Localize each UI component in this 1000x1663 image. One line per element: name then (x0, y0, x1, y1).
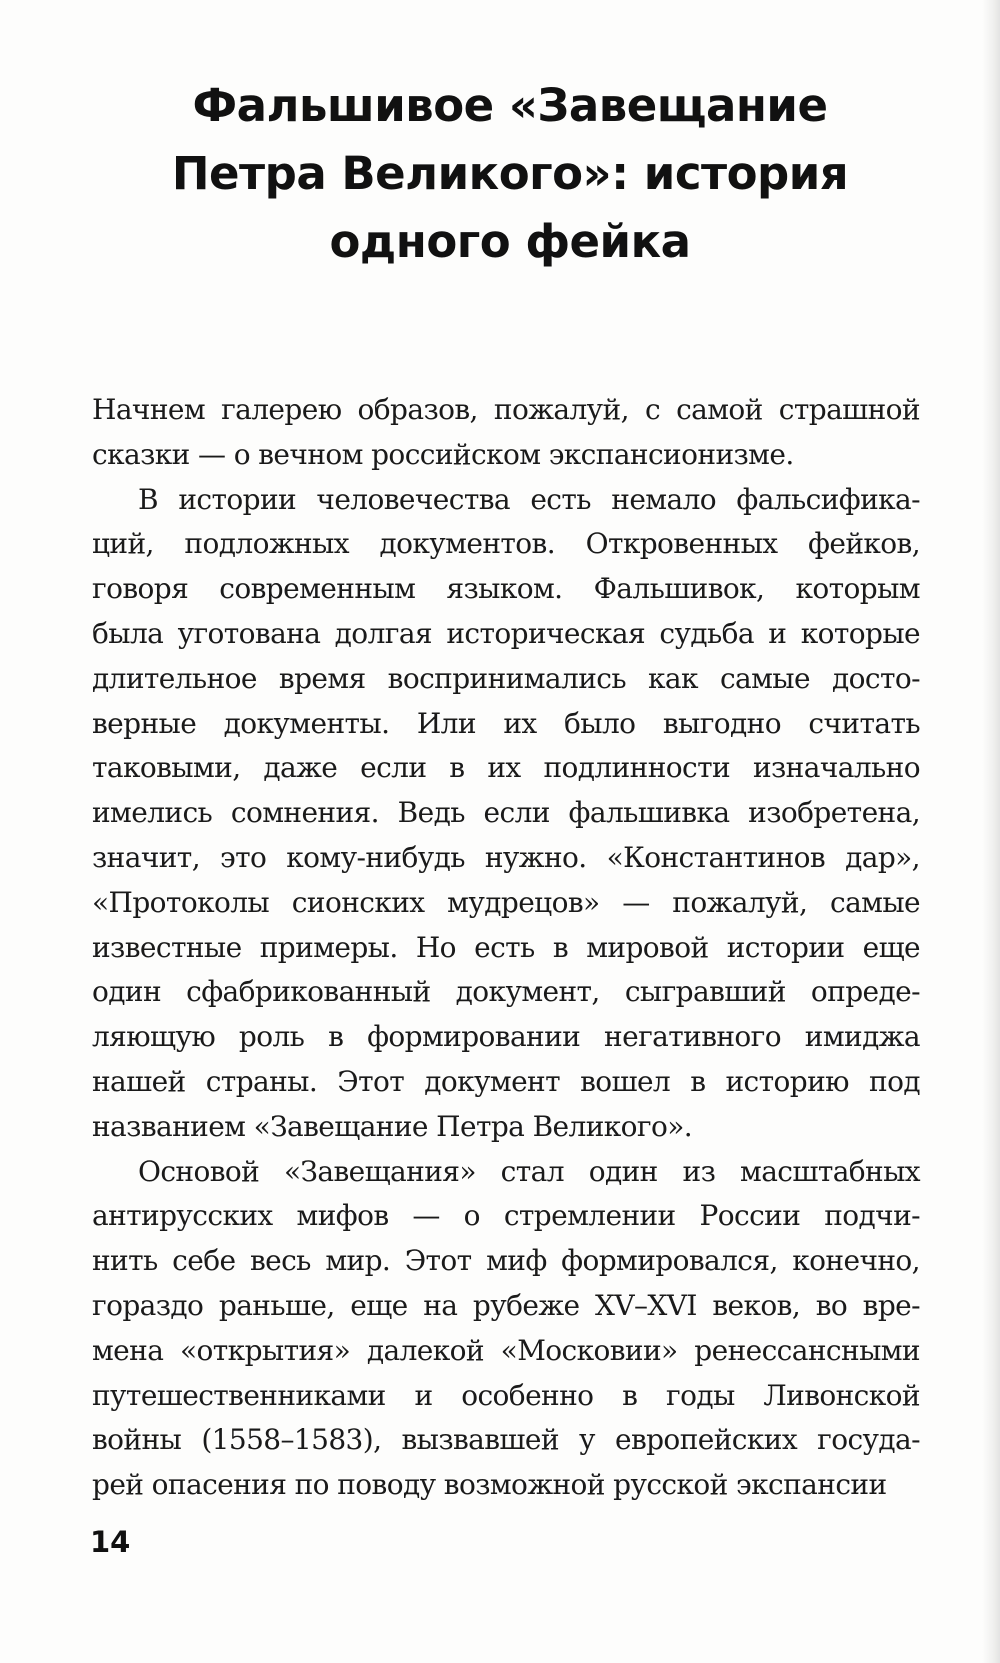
paragraph-line: нить себе весь мир. Этот миф формировался, конечно, (92, 1244, 920, 1278)
paragraph-line: значит, это кому-нибудь нужно. «Константинов дар», (92, 840, 920, 874)
body-text (92, 388, 920, 1508)
paragraph-line: известные примеры. Но есть в мировой истории еще (92, 930, 920, 964)
chapter-title-line: Петра Великого»: история (171, 147, 849, 200)
paragraph-line: таковыми, даже если в их подлинности изначально (92, 751, 920, 785)
paragraph-line: «Протоколы сионских мудрецов» — пожалуй, самые (92, 885, 920, 919)
paragraph-line: путешественниками и особенно в годы Ливонской (92, 1378, 920, 1412)
paragraph-line: антирусских мифов — о стремлении России подчи- (92, 1199, 920, 1233)
chapter-title-line: одного фейка (329, 215, 691, 268)
chapter-title-line: Фальшивое «Завещание (192, 79, 828, 132)
paragraph-line: рей опасения по поводу возможной русской экспансии (92, 1468, 887, 1502)
paragraph-line: ций, подложных документов. Откровенных фейков, (92, 527, 920, 561)
paragraph (92, 1150, 920, 1508)
paragraph (92, 478, 920, 1150)
paragraph (92, 388, 920, 478)
page-edge-shadow (982, 0, 1000, 1663)
paragraph-line: один сфабрикованный документ, сыгравший опреде- (92, 975, 920, 1009)
paragraph-line: сказки — о вечном российском экспансионизме. (92, 437, 794, 471)
paragraph-line: гораздо раньше, еще на рубеже XV–XVI веков, во вре- (92, 1288, 920, 1322)
paragraph-line: Основой «Завещания» стал один из масштабных (138, 1154, 920, 1188)
paragraph-line: войны (1558–1583), вызвавшей у европейских госуда- (92, 1423, 920, 1457)
paragraph-line: верные документы. Или их было выгодно считать (92, 706, 920, 740)
page-number: 14 (90, 1525, 131, 1559)
paragraph-line: В истории человечества есть немало фальсифика- (138, 482, 920, 516)
paragraph-line: имелись сомнения. Ведь если фальшивка изобретена, (92, 796, 920, 830)
paragraph-line: мена «открытия» далекой «Московии» ренессансными (92, 1333, 920, 1367)
paragraph-line: нашей страны. Этот документ вошел в историю под (92, 1064, 920, 1098)
paragraph-line: была уготована долгая историческая судьба и которые (92, 616, 920, 650)
paragraph-line: Начнем галерею образов, пожалуй, с самой страшной (92, 393, 920, 426)
paragraph-line: названием «Завещание Петра Великого». (92, 1109, 693, 1143)
paragraph-line: ляющую роль в формировании негативного имиджа (92, 1020, 920, 1054)
chapter-title (80, 72, 940, 276)
paragraph-line: говоря современным языком. Фальшивок, которым (92, 572, 920, 606)
paragraph-line: длительное время воспринимались как самые досто- (92, 661, 920, 695)
